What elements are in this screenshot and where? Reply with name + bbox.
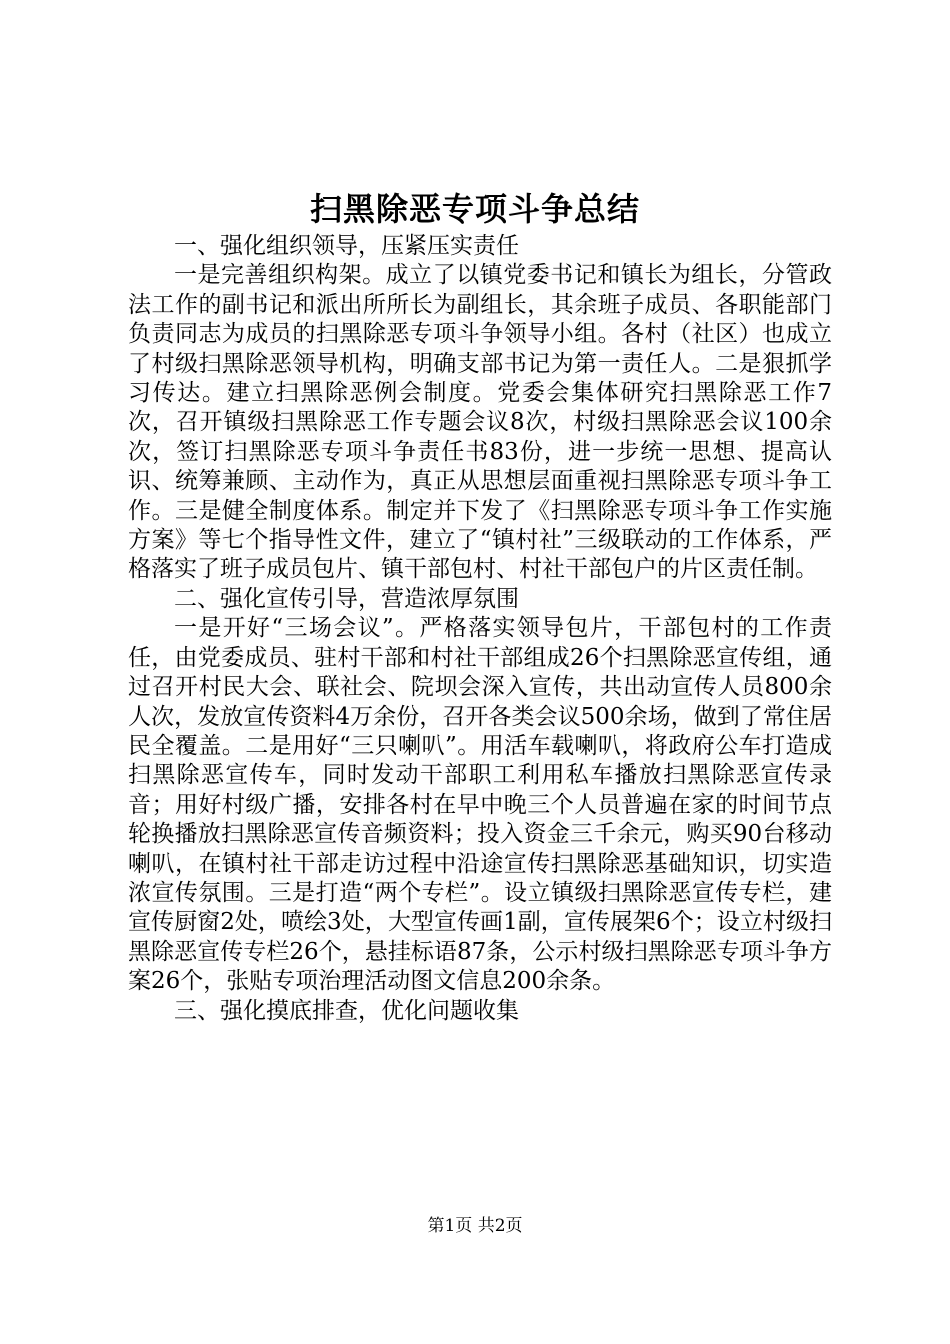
body-paragraph-2: 一是开好“三场会议”。严格落实领导包片，干部包村的工作责任，由党委成员、驻村干部和村社干部组成26个扫黑除恶宣传组，通过召开村民大会、联社会、院坝会深入宣传，共出动宣传人员800余人次，发放宣传资料4万余份，召开各类会议500余场，做到了常住居民全覆盖。二是用好“三只喇叭”。用活车载喇叭，将政府公车打造成扫黑除恶宣传车，同时发动干部职工利用私车播放扫黑除恶宣传录音；用好村级广播，安排各村在早中晚三个人员普遍在家的时间节点轮换播放扫黑除恶宣传音频资料；投入资金三千余元，购买90台移动喇叭，在镇村社干部走访过程中沿途宣传扫黑除恶基础知识，切实造浓宣传氛围。三是打造“两个专栏”。设立镇级扫黑除恶宣传专栏，建宣传厨窗2处，喷绘3处，大型宣传画1副，宣传展架6个；设立村级扫黑除恶宣传专栏26个，悬挂标语87条，公示村级扫黑除恶专项斗争方案26个，张贴专项治理活动图文信息200余条。 (128, 615, 832, 995)
section-heading-3: 三、强化摸底排查，优化问题收集 (174, 997, 519, 1024)
document-title: 扫黑除恶专项斗争总结 (309, 190, 640, 228)
document-body (128, 232, 832, 1026)
section-heading-1: 一、强化组织领导，压紧压实责任 (174, 233, 519, 259)
body-paragraph-1: 一是完善组织构架。成立了以镇党委书记和镇长为组长，分管政法工作的副书记和派出所所长为副组长，其余班子成员、各职能部门负责同志为成员的扫黑除恶专项斗争领导小组。各村（社区）也成立了村级扫黑除恶领导机构，明确支部书记为第一责任人。二是狠抓学习传达。建立扫黑除恶例会制度。党委会集体研究扫黑除恶工作7次，召开镇级扫黑除恶工作专题会议8次，村级扫黑除恶会议100余次，签订扫黑除恶专项斗争责任书83份，进一步统一思想、提高认识、统筹兼顾、主动作为，真正从思想层面重视扫黑除恶专项斗争工作。三是健全制度体系。制定并下发了《扫黑除恶专项斗争工作实施方案》等七个指导性文件，建立了“镇村社”三级联动的工作体系，严格落实了班子成员包片、镇干部包村、村社干部包户的片区责任制。 (128, 262, 832, 583)
page-number-footer: 第1页 共2页 (427, 1216, 523, 1236)
section-heading-2: 二、强化宣传引导，营造浓厚氛围 (174, 585, 519, 612)
